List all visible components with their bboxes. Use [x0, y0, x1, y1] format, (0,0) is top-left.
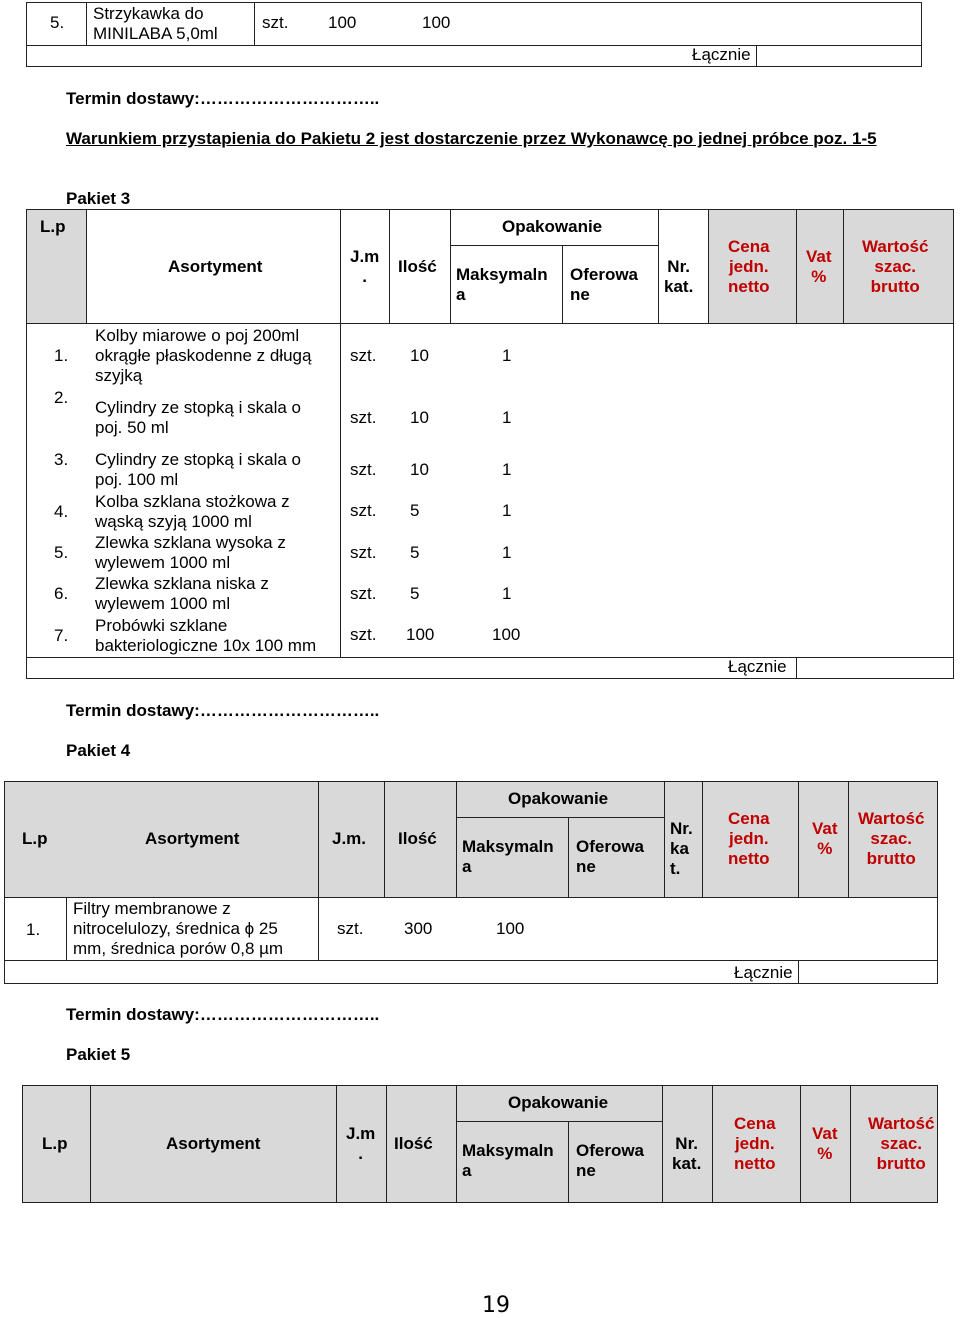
quantity-cell: 10: [410, 346, 429, 365]
unit-cell: szt.: [350, 501, 377, 520]
header-catalog-no: Nr. kat.: [672, 1134, 702, 1173]
divider: [850, 1085, 851, 1203]
product-name: Probówki szklane bakteriologiczne 10x 100 mm: [95, 616, 317, 655]
divider: [336, 1085, 337, 1203]
divider: [712, 1085, 713, 1203]
divider: [340, 323, 341, 657]
row-number: 5.: [50, 13, 65, 32]
header-packaging: Opakowanie: [508, 789, 609, 808]
max-package-cell: 1: [502, 543, 512, 562]
total-label: Łącznie: [734, 963, 793, 982]
divider: [796, 657, 797, 679]
page-number: 19: [482, 1293, 510, 1318]
header-catalog-no: Nr. kat.: [664, 257, 694, 296]
unit-cell: szt.: [350, 346, 377, 365]
divider: [4, 897, 938, 898]
header-asortyment: Asortyment: [168, 257, 263, 276]
header-unit: J.m.: [332, 829, 367, 848]
header-offered: Oferowa ne: [576, 837, 645, 876]
row-number: 1.: [54, 346, 69, 365]
max-package-cell: 1: [502, 460, 512, 479]
header-max: Maksymaln a: [456, 265, 548, 304]
header-gross-value: Wartość szac. brutto: [862, 237, 929, 296]
header-unit: J.m .: [350, 247, 380, 286]
product-name: Zlewka szklana niska z wylewem 1000 ml: [95, 574, 269, 613]
divider: [86, 2, 87, 45]
max-package-cell: 1: [502, 346, 512, 365]
product-name: Strzykawka do: [93, 4, 204, 23]
divider: [798, 781, 799, 897]
divider: [658, 209, 659, 323]
divider: [796, 209, 797, 323]
divider: [384, 781, 385, 897]
total-label: Łącznie: [692, 45, 751, 64]
divider: [318, 781, 319, 897]
divider: [662, 1085, 663, 1203]
divider: [702, 781, 703, 897]
divider: [386, 1085, 387, 1203]
divider: [756, 45, 757, 67]
package-title: Pakiet 3: [66, 189, 131, 208]
divider: [450, 209, 451, 323]
quantity-cell: 300: [404, 919, 433, 938]
delivery-term: Termin dostawy:…………………………..: [66, 701, 380, 720]
header-packaging: Opakowanie: [508, 1093, 609, 1112]
unit-cell: szt.: [350, 460, 377, 479]
package-title: Pakiet 4: [66, 741, 131, 760]
product-name: Kolby miarowe o poj 200ml okrągłe płaskodenne z długą szyjką: [95, 326, 312, 385]
header-unit-price: Cena jedn. netto: [734, 1114, 776, 1173]
unit-cell: szt.: [350, 625, 377, 644]
header-lp: L.p: [40, 217, 66, 236]
divider: [456, 781, 457, 897]
header-lp: L.p: [22, 829, 48, 848]
unit-cell: szt.: [350, 543, 377, 562]
row-number: 4.: [54, 502, 69, 521]
max-package-cell: 100: [496, 919, 525, 938]
product-name: Kolba szklana stożkowa z wąską szyją 1000 ml: [95, 492, 290, 531]
divider: [86, 209, 87, 323]
divider: [456, 817, 664, 818]
product-name: Cylindry ze stopką i skala o poj. 100 ml: [95, 450, 301, 489]
product-name: Cylindry ze stopką i skala o poj. 50 ml: [95, 398, 301, 437]
unit-cell: szt.: [262, 13, 289, 32]
product-name: MINILABA 5,0ml: [93, 24, 218, 43]
header-packaging: Opakowanie: [502, 217, 603, 236]
divider: [456, 1121, 662, 1122]
quantity-cell: 100: [328, 13, 357, 32]
divider: [318, 897, 319, 960]
unit-cell: szt.: [350, 584, 377, 603]
divider: [450, 245, 658, 246]
divider: [66, 897, 67, 960]
max-package-cell: 1: [502, 408, 512, 427]
row-number: 1.: [26, 920, 41, 939]
header-unit-price: Cena jedn. netto: [728, 237, 770, 296]
row-number: 2.: [54, 388, 69, 407]
quantity-cell: 100: [406, 625, 435, 644]
divider: [26, 657, 954, 658]
product-name: Filtry membranowe z nitrocelulozy, średnica ϕ 25 mm, średnica porów 0,8 µm: [73, 899, 284, 958]
delivery-term: Termin dostawy:…………………………..: [66, 89, 380, 108]
header-asortyment: Asortyment: [166, 1134, 261, 1153]
divider: [708, 209, 709, 323]
quantity-cell: 5: [410, 584, 420, 603]
divider: [664, 781, 665, 897]
divider: [90, 1085, 91, 1203]
quantity-cell: 5: [410, 501, 420, 520]
total-label: Łącznie: [728, 657, 787, 676]
divider: [26, 45, 922, 46]
max-package-cell: 100: [492, 625, 521, 644]
divider: [26, 323, 954, 324]
header-quantity: Ilość: [398, 829, 437, 848]
header-gross-value: Wartość szac. brutto: [858, 809, 925, 868]
row-number: 7.: [54, 626, 69, 645]
quantity-cell: 10: [410, 408, 429, 427]
header-asortyment: Asortyment: [145, 829, 240, 848]
header-quantity: Ilość: [398, 257, 437, 276]
unit-cell: szt.: [350, 408, 377, 427]
quantity-cell: 5: [410, 543, 420, 562]
divider: [562, 245, 563, 323]
header-offered: Oferowa ne: [576, 1141, 645, 1180]
divider: [568, 817, 569, 897]
package-title: Pakiet 5: [66, 1045, 131, 1064]
divider: [254, 2, 255, 45]
divider: [568, 1121, 569, 1203]
row-number: 6.: [54, 584, 69, 603]
divider: [843, 209, 844, 323]
header-max: Maksymaln a: [462, 1141, 554, 1180]
divider: [800, 1085, 801, 1203]
unit-cell: szt.: [337, 919, 364, 938]
max-package-cell: 100: [422, 13, 451, 32]
max-package-cell: 1: [502, 584, 512, 603]
condition-note: Warunkiem przystapienia do Pakietu 2 jest dostarczenie przez Wykonawcę po jednej próbce poz. 1-5: [66, 129, 877, 148]
header-quantity: Ilość: [394, 1134, 433, 1153]
header-lp: L.p: [42, 1134, 68, 1153]
product-name: Zlewka szklana wysoka z wylewem 1000 ml: [95, 533, 286, 572]
header-vat: Vat %: [812, 819, 838, 858]
max-package-cell: 1: [502, 501, 512, 520]
header-vat: Vat %: [806, 247, 832, 286]
divider: [389, 209, 390, 323]
divider: [848, 781, 849, 897]
header-unit: J.m .: [346, 1124, 376, 1163]
divider: [798, 960, 799, 984]
header-offered: Oferowa ne: [570, 265, 639, 304]
header-vat: Vat %: [812, 1124, 838, 1163]
divider: [456, 1085, 457, 1203]
header-gross-value: Wartość szac. brutto: [868, 1114, 935, 1173]
row-number: 3.: [54, 450, 69, 469]
row-number: 5.: [54, 543, 69, 562]
header-catalog-no: Nr. ka t.: [670, 819, 693, 878]
header-unit-price: Cena jedn. netto: [728, 809, 770, 868]
header-max: Maksymaln a: [462, 837, 554, 876]
quantity-cell: 10: [410, 460, 429, 479]
divider: [340, 209, 341, 323]
delivery-term: Termin dostawy:…………………………..: [66, 1005, 380, 1024]
